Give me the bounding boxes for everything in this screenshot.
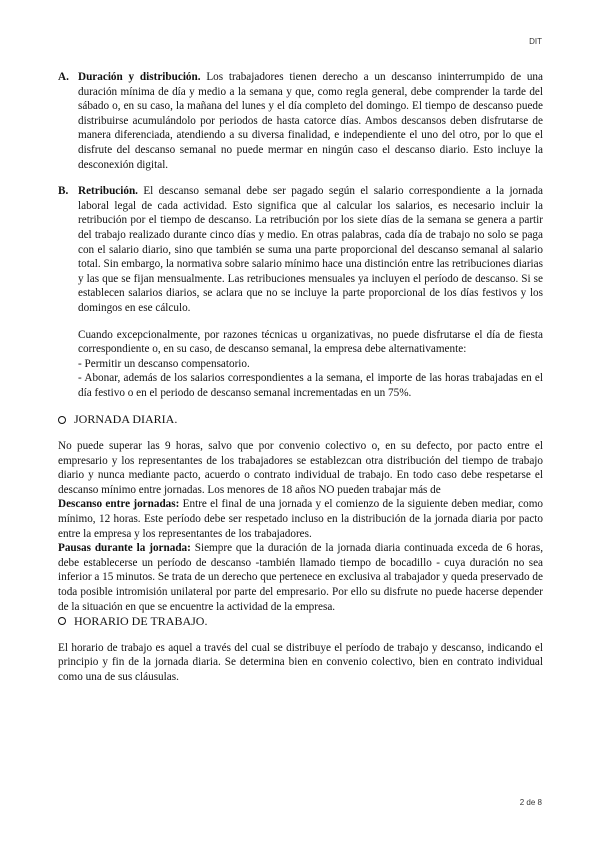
item-duracion — [58, 70, 543, 172]
item-title: Retribución. — [78, 185, 138, 198]
pausas-paragraph — [58, 541, 543, 614]
paragraph-lead: Descanso entre jornadas: — [58, 498, 180, 511]
section-title: HORARIO DE TRABAJO. — [74, 614, 208, 629]
page-number: 2 de 8 — [519, 798, 542, 807]
item-body — [78, 70, 543, 172]
header-tag: DIT — [529, 37, 542, 46]
item-text: El descanso semanal debe ser pagado según el salario correspondiente a la jornada laboral legal de cada actividad. Esto significa que al calcular los salarios, es necesario incluir la retribución por el tiempo de descanso. La retribución por los siete días de la semana se genera a partir del trabajo realizado durante cinco días y medio. En otras palabras, cada día de trabajo no solo se paga con el salario diario, sino que también se suma una parte proporcional del descanso semanal al salario total. Sin embargo, la normativa sobre salario mínimo hace una distinción entre las retribuciones diarias y las que se fijan mensualmente. Las retribuciones mensuales ya incluyen el período de descanso. Si se establecen salarios diarios, se aclara que no se incluye la parte proporcional de los días festivos y los domingos en ese cálculo. — [78, 185, 543, 314]
item-letter: A. — [58, 71, 69, 83]
section-jornada-heading — [58, 412, 543, 427]
paragraph-text: Siempre que la duración de la jornada diaria continuada exceda de 6 horas, debe establecerse un período de descanso -también llamado tiempo de bocadillo - cuya duración no sea inferior a 15 minutos. Se trata de un derecho que pertenece en exclusiva al trabajador y queda preservado de toda posible intromisión unilateral por parte del empresario. Por ello su disfrute no puede hacerse depender de la situación en que se encuentre la actividad de la empresa. — [58, 542, 543, 613]
horario-paragraph: El horario de trabajo es aquel a través del cual se distribuye el período de trabajo y descanso, indicando el principio y fin de la jornada diaria. Se determina bien en convenio colectivo, bien en contrato individual como una de sus cláusulas. — [58, 641, 543, 683]
section-horario-heading — [58, 614, 543, 629]
item-letter: B. — [58, 185, 69, 198]
circle-bullet-icon — [58, 617, 66, 625]
item-paragraph — [78, 184, 543, 315]
option-2: - Abonar, además de los salarios correspondientes a la semana, el importe de las horas trabajadas en el día festivo o en el periodo de descanso semanal incrementadas en un 75%. — [78, 372, 543, 399]
section-title: JORNADA DIARIA. — [74, 412, 178, 427]
item-text: Los trabajadores tienen derecho a un descanso ininterrumpido de una duración mínima de día y medio a la semana y que, como regla general, debe comprender la tarde del sábado o, en su caso, la mañana del lunes y el día completo del domingo. El tiempo de descanso puede distribuirse acumulándolo por periodos de hasta catorce días. Ambos descansos deben disfrutarse de manera diferenciada, atendiendo a su diversa finalidad, e independiente el uno del otro, por lo que el disfrute del descanso semanal no puede mermar en ningún caso el descanso diario. Esto incluye la desconexión digital. — [78, 71, 543, 171]
document-body — [58, 70, 543, 685]
item-extra — [78, 328, 543, 401]
item-paragraph — [78, 70, 543, 172]
item-title: Duración y distribución. — [78, 71, 201, 83]
option-1: - Permitir un descanso compensatorio. — [78, 357, 250, 370]
descanso-paragraph — [58, 497, 543, 541]
item-body — [78, 184, 543, 400]
circle-bullet-icon — [58, 416, 66, 424]
jornada-paragraph: No puede superar las 9 horas, salvo que por convenio colectivo o, en su defecto, por pacto entre el empresario y los representantes de los trabajadores se establezcan otra distribución del tiempo de trabajo diario y nunca mediante pacto, acuerdo o contrato individual de trabajo. En todo caso debe respetarse el descanso mínimo entre jornadas. Los menores de 18 años NO pueden trabajar más de — [58, 440, 543, 496]
extra-intro: Cuando excepcionalmente, por razones técnicas u organizativas, no puede disfrutarse el día de fiesta correspondiente o, en su caso, de descanso semanal, la empresa debe alternativamente: — [78, 328, 543, 356]
item-retribucion — [58, 184, 543, 400]
paragraph-text: Entre el final de una jornada y el comienzo de la siguiente deben mediar, como mínimo, 12 horas. Este período debe ser respetado incluso en la distribución de la jornada diaria por pacto entre la empresa y los representantes de los trabajadores. — [58, 498, 544, 540]
paragraph-lead: Pausas durante la jornada: — [58, 542, 191, 555]
